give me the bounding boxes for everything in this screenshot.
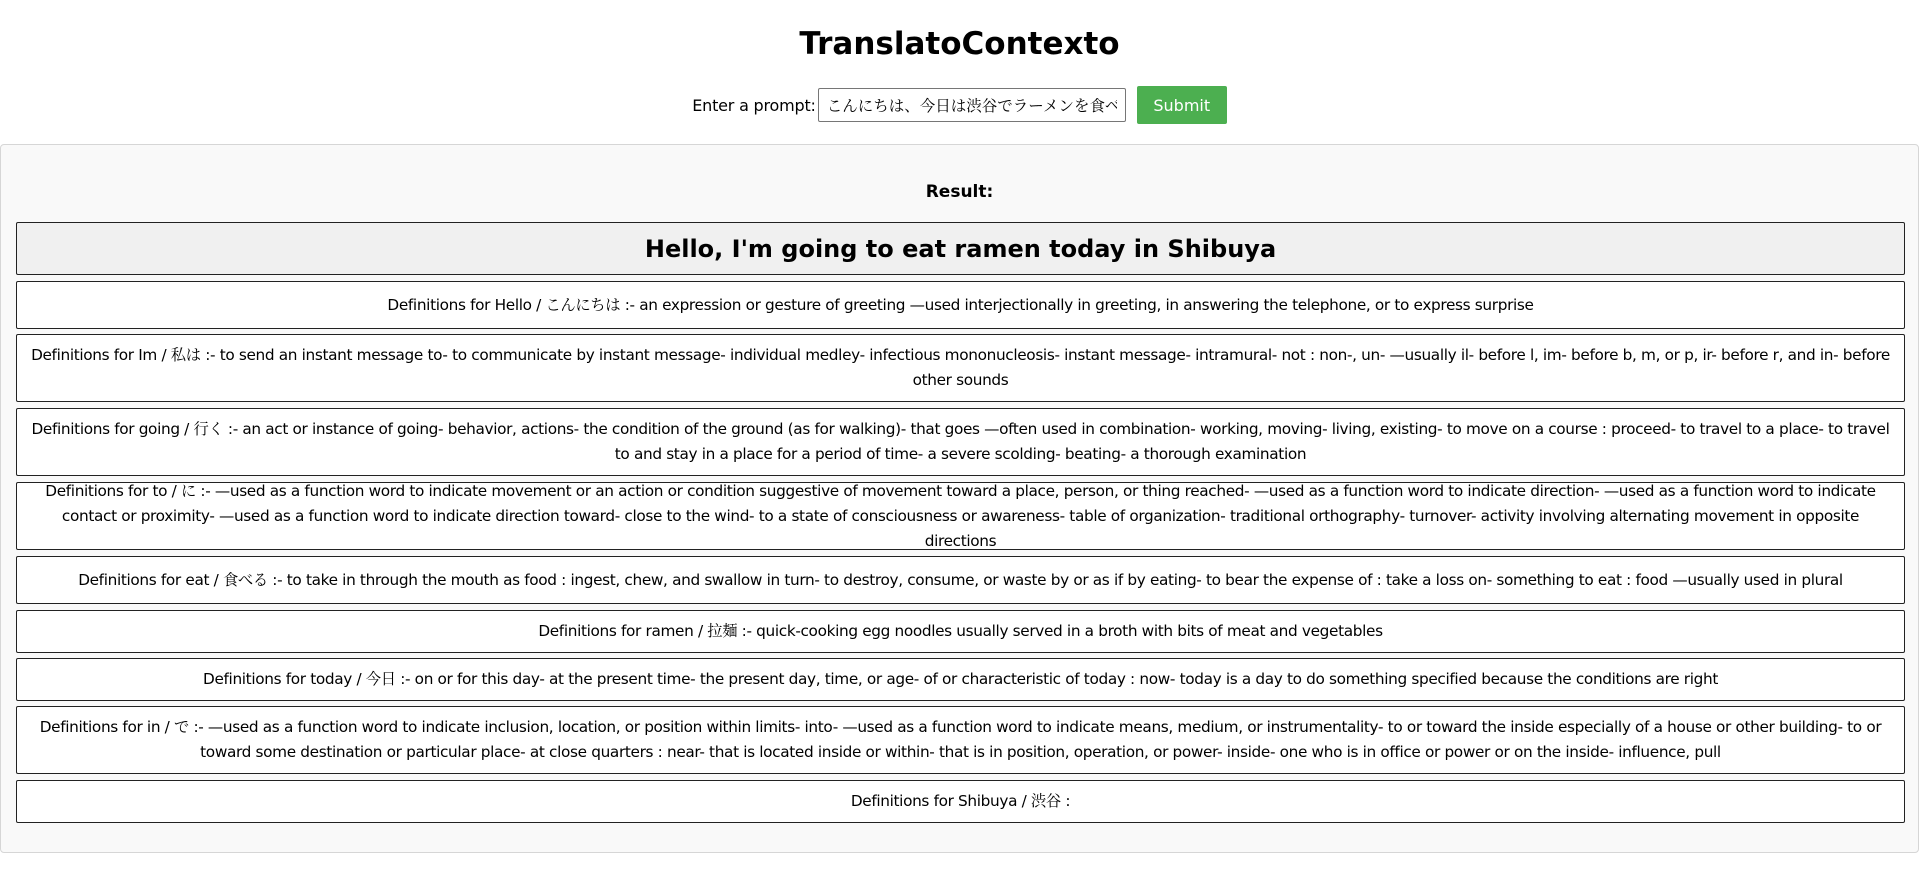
translation-output: Hello, I'm going to eat ramen today in Shibuya [16, 222, 1905, 275]
definition-item-ramen: Definitions for ramen / 拉麺 :- quick-cooking egg noodles usually served in a broth with bits of meat and vegetables [16, 610, 1905, 653]
definition-item-to: Definitions for to / に :- —used as a function word to indicate movement or an action or condition suggestive of movement toward a place, person, or thing reached- —used as a function word to indicate direction- —used as a function word to indicate contact or proximity- —used as a function word to indicate direction toward- close to the wind- to a state of consciousness or awareness- table of organization- traditional orthography- turnover- activity involving alternating movement in opposite directions [16, 482, 1905, 550]
result-panel [0, 144, 1919, 853]
definition-item-going: Definitions for going / 行く :- an act or instance of going- behavior, actions- the condition of the ground (as for walking)- that goes —often used in combination- working, moving- living, existing- to move on a course : proceed- to travel to a place- to travel to and stay in a place for a period of time- a severe scolding- beating- a thorough examination [16, 408, 1905, 476]
definition-item-today: Definitions for today / 今日 :- on or for this day- at the present time- the present day, time, or age- of or characteristic of today : now- today is a day to do something specified because the conditions are right [16, 658, 1905, 701]
app-title: TranslatoContexto [799, 26, 1120, 62]
definition-item-eat: Definitions for eat / 食べる :- to take in through the mouth as food : ingest, chew, and swallow in turn- to destroy, consume, or waste by or as if by eating- to bear the expense of : take a loss on- something to eat : food —usually used in plural [16, 556, 1905, 604]
definition-item-in: Definitions for in / で :- —used as a function word to indicate inclusion, location, or position within limits- into- —used as a function word to indicate means, medium, or instrumentality- to or toward the inside especially of a house or other building- to or toward some destination or particular place- at close quarters : near- that is located inside or within- that is in position, operation, or power- inside- one who is in office or power or on the inside- influence, pull [16, 706, 1905, 774]
prompt-label: Enter a prompt: [692, 95, 816, 115]
definition-item-hello: Definitions for Hello / こんにちは :- an expression or gesture of greeting —used interjectionally in greeting, in answering the telephone, or to express surprise [16, 281, 1905, 329]
submit-button[interactable]: Submit [1137, 86, 1227, 124]
definition-item-shibuya: Definitions for Shibuya / 渋谷 : [16, 780, 1905, 823]
prompt-form [0, 86, 1919, 124]
prompt-input[interactable] [818, 88, 1126, 122]
definition-item-im: Definitions for Im / 私は :- to send an instant message to- to communicate by instant message- individual medley- infectious mononucleosis- instant message- intramural- not : non-, un- —usually il- before l, im- before b, m, or p, ir- before r, and in- before other sounds [16, 334, 1905, 402]
result-heading: Result: [925, 182, 994, 202]
